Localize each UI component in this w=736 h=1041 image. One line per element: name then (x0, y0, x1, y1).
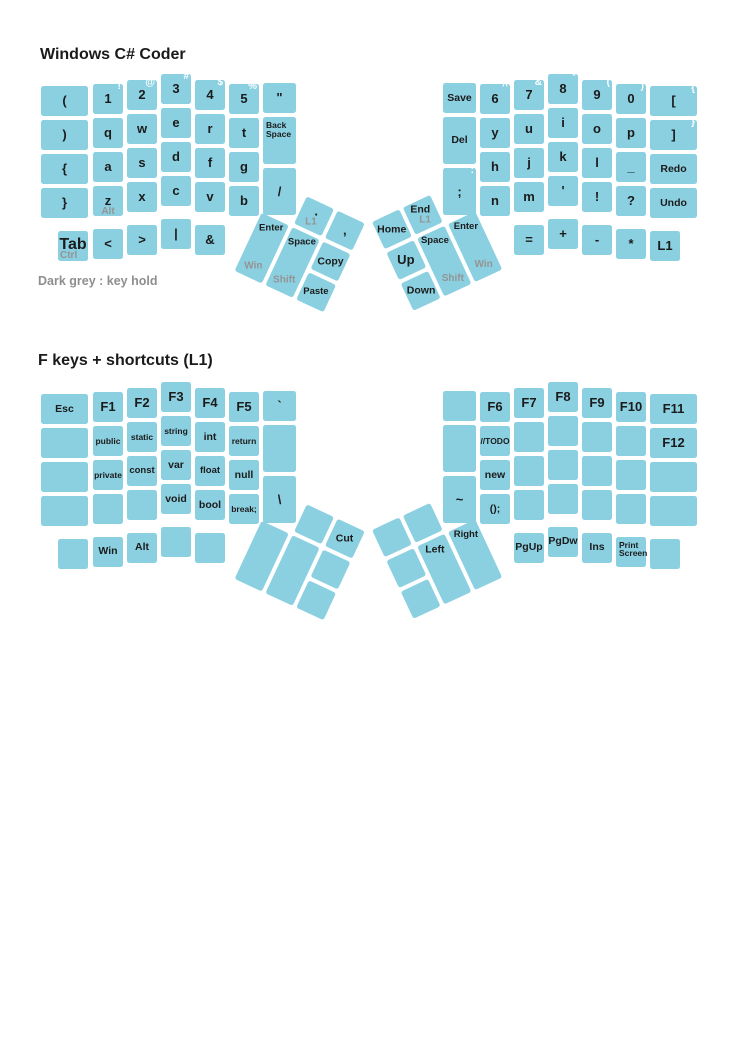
key-label: > (138, 231, 146, 247)
key-l (582, 148, 612, 178)
key-u (514, 114, 544, 144)
key-blank (443, 391, 476, 421)
key-label: Redo (660, 162, 687, 175)
key-b (229, 186, 259, 216)
key-label: Del (451, 134, 468, 147)
hold-label: L1 (305, 216, 317, 228)
key-sym (41, 154, 88, 184)
key-a (93, 152, 123, 182)
key-sym (263, 476, 296, 523)
key-label: F5 (236, 399, 252, 415)
key-sym (41, 86, 88, 116)
key-8 (548, 71, 578, 104)
key-label: o (593, 121, 601, 137)
key-label: Right (453, 528, 478, 540)
key-label: //TODO (480, 435, 510, 446)
key-label: 7 (525, 87, 533, 103)
key-label: _ (627, 159, 635, 175)
key-label: ? (627, 193, 635, 209)
shifted-symbol-label: ^ (502, 81, 508, 92)
key-label: Win (98, 545, 118, 558)
key-s (127, 148, 157, 178)
key-label: F8 (555, 389, 571, 405)
key-bool (195, 490, 225, 520)
key-o (582, 114, 612, 144)
key-static (127, 422, 157, 452)
key-label: l (595, 155, 599, 171)
key-label: e (172, 115, 180, 131)
key-blank (58, 539, 88, 569)
key-private (93, 460, 123, 490)
key-j (514, 148, 544, 178)
key-f6 (480, 392, 510, 422)
key-f12 (650, 428, 697, 458)
key-label: " (276, 90, 283, 106)
key-label: null (234, 468, 254, 481)
key-var (161, 450, 191, 480)
key-del (443, 117, 476, 164)
key-label: Ins (589, 541, 605, 554)
key-blank (41, 462, 88, 492)
thumb-key-paste (296, 272, 336, 312)
key-7 (514, 77, 544, 110)
key-label: void (165, 492, 187, 505)
key-blank (514, 490, 544, 520)
key-string (161, 416, 191, 446)
key-label: F11 (662, 401, 685, 417)
key-null (229, 460, 259, 490)
key-sym (263, 391, 296, 421)
key-back-space (263, 117, 296, 164)
key-i (548, 108, 578, 138)
key-sym (616, 152, 646, 182)
key-label: 2 (138, 87, 146, 103)
key-label: [ (671, 93, 676, 109)
key-label: ~ (455, 491, 464, 507)
shifted-symbol-label: ! (117, 81, 121, 92)
layer-2-title: F keys + shortcuts (L1) (38, 352, 213, 369)
key-k (548, 142, 578, 172)
key-label: . (314, 203, 319, 219)
key-label: int (203, 430, 217, 443)
key-blank (161, 527, 191, 557)
key-label: a (104, 159, 112, 175)
key-save (443, 83, 476, 113)
key-e (161, 108, 191, 138)
hold-label: Win (474, 258, 493, 270)
key-2 (127, 77, 157, 110)
key-label: F4 (202, 395, 218, 411)
key-f5 (229, 392, 259, 422)
key-label: static (130, 431, 154, 442)
key-sym (443, 476, 476, 523)
key-f7 (514, 388, 544, 418)
key-sym (650, 83, 697, 116)
key-sym (127, 225, 157, 255)
key-label: F10 (619, 399, 643, 415)
key-label: , (343, 223, 347, 239)
key-sym (93, 229, 123, 259)
key-blank (514, 456, 544, 486)
key-t (229, 118, 259, 148)
key-label: c (172, 183, 180, 199)
key-label: * (628, 235, 634, 251)
key-blank (41, 496, 88, 526)
key-sym (41, 120, 88, 150)
key-label: u (525, 121, 533, 137)
key-label: v (206, 189, 214, 205)
key-label: L1 (657, 237, 673, 253)
key-label: ' (561, 183, 565, 199)
key-label: ! (594, 189, 600, 205)
key-label: 4 (206, 87, 214, 103)
key-label: w (136, 121, 148, 137)
key-label: float (199, 465, 221, 477)
key-blank (582, 422, 612, 452)
key-f8 (548, 382, 578, 412)
key-label: ( (62, 93, 67, 109)
key-label: \ (277, 491, 282, 507)
key-v (195, 182, 225, 212)
key-label: new (484, 468, 506, 481)
key-label: Left (425, 543, 445, 556)
key-blank (548, 484, 578, 514)
key-label: Print Screen (619, 539, 648, 559)
shifted-symbol-label: { (691, 83, 695, 94)
key-label: Home (377, 222, 407, 235)
key-blank (616, 460, 646, 490)
thumb-key-blank (296, 580, 336, 620)
key-r (195, 114, 225, 144)
key-blank (263, 425, 296, 472)
key-label: - (594, 231, 600, 247)
key-label: F3 (168, 389, 184, 405)
key-public (93, 426, 123, 456)
key-sym (616, 186, 646, 216)
key-label: End (410, 203, 431, 216)
shifted-symbol-label: ( (606, 77, 610, 88)
key-label: 6 (491, 91, 499, 107)
hold-label: Alt (101, 205, 115, 217)
key-sym (41, 188, 88, 218)
key-blank (650, 496, 697, 526)
key-f4 (195, 388, 225, 418)
key-f11 (650, 394, 697, 424)
key-label: PgDw (548, 535, 578, 548)
key-label: g (240, 159, 248, 175)
key-blank (443, 425, 476, 472)
key-sym (582, 225, 612, 255)
key-f1 (93, 392, 123, 422)
key-label: string (164, 425, 188, 436)
key-y (480, 118, 510, 148)
key-label: 5 (240, 91, 248, 107)
key-l1 (650, 231, 680, 261)
key-n (480, 186, 510, 216)
key-sym (548, 219, 578, 249)
key-c (161, 176, 191, 206)
key-label: < (104, 235, 112, 251)
key-label: return (231, 435, 257, 446)
key-3 (161, 71, 191, 104)
key-label: Down (406, 284, 435, 297)
key-blank (548, 450, 578, 480)
key-f3 (161, 382, 191, 412)
key-ins (582, 533, 612, 563)
key-label: F7 (521, 395, 537, 411)
key-label: const (129, 465, 155, 477)
key-label: break; (231, 503, 257, 514)
key-sym (161, 219, 191, 249)
hold-label: Ctrl (60, 250, 78, 262)
shifted-symbol-label: @ (145, 77, 155, 88)
key-label: p (627, 125, 635, 141)
key-label: + (559, 225, 567, 241)
key-label: Enter (453, 220, 478, 232)
key-new (480, 460, 510, 490)
key-blank (41, 428, 88, 458)
hold-label: Shift (441, 273, 464, 285)
key-blank (93, 494, 123, 524)
key-label: f (207, 155, 213, 171)
key-label: Undo (660, 196, 687, 209)
key-undo (650, 188, 697, 218)
key-label: | (174, 225, 178, 241)
key-alt (127, 533, 157, 563)
key-pgdw (548, 527, 578, 557)
key-label: & (205, 231, 215, 247)
key-sym (263, 83, 296, 113)
key-label: h (491, 159, 499, 175)
key-label: Cut (336, 532, 354, 545)
key-blank (582, 490, 612, 520)
key-label: q (104, 125, 112, 141)
key-blank (127, 490, 157, 520)
hold-label: L1 (419, 214, 432, 226)
key-f10 (616, 392, 646, 422)
key-label: n (491, 193, 499, 209)
key-label: 3 (172, 81, 180, 97)
key-const (127, 456, 157, 486)
key-label: F1 (100, 399, 116, 415)
key-label: d (172, 149, 180, 165)
key-label: F6 (487, 399, 503, 415)
key-todo (480, 426, 510, 456)
key-label: public (95, 435, 121, 446)
key-int (195, 422, 225, 452)
layer-1-title: Windows C# Coder (40, 46, 186, 63)
key-label: var (168, 458, 184, 471)
key-label: F9 (589, 395, 605, 411)
shifted-symbol-label: * (572, 71, 576, 82)
key-z (93, 186, 123, 216)
key-w (127, 114, 157, 144)
key-label: PgUp (515, 541, 543, 554)
key-blank (650, 539, 680, 569)
key-label: Alt (135, 541, 149, 554)
key-label: ` (277, 398, 282, 414)
key-blank (514, 422, 544, 452)
key-label: / (277, 183, 282, 199)
key-break (229, 494, 259, 524)
key-tab (58, 231, 88, 261)
key-6 (480, 81, 510, 114)
key-label: j (527, 155, 531, 171)
key-label: ) (62, 127, 67, 143)
key-win (93, 537, 123, 567)
key-sym (443, 165, 476, 215)
key-label: Up (397, 252, 415, 268)
key-esc (41, 394, 88, 424)
key-x (127, 182, 157, 212)
key-label: s (138, 155, 146, 171)
key-sym (548, 176, 578, 206)
key-blank (582, 456, 612, 486)
key-label: { (61, 161, 68, 177)
key-blank (616, 494, 646, 524)
key-label: Esc (55, 402, 74, 415)
key-f2 (127, 388, 157, 418)
key-sym (480, 494, 510, 524)
key-q (93, 118, 123, 148)
key-label: Back Space (266, 120, 292, 139)
key-redo (650, 154, 697, 184)
key-blank (616, 426, 646, 456)
key-label: ; (457, 183, 462, 199)
key-f9 (582, 388, 612, 418)
key-label: F12 (662, 435, 685, 451)
key-label: Enter (258, 222, 284, 234)
key-label: private (94, 469, 122, 480)
key-sym (582, 182, 612, 212)
shifted-symbol-label: ) (640, 81, 644, 92)
key-void (161, 484, 191, 514)
shifted-symbol-label: % (248, 81, 257, 92)
key-label: ] (671, 127, 676, 143)
key-sym (263, 168, 296, 215)
key-float (195, 456, 225, 486)
key-label: i (561, 115, 565, 131)
shifted-symbol-label: # (183, 71, 189, 82)
key-label: Copy (317, 255, 344, 268)
key-label: F2 (134, 395, 150, 411)
key-sym (616, 229, 646, 259)
key-sym (650, 117, 697, 150)
key-label: z (104, 193, 112, 209)
hold-label: Win (244, 260, 263, 272)
key-label: = (525, 231, 533, 247)
key-0 (616, 81, 646, 114)
key-blank (195, 533, 225, 563)
key-blank (548, 416, 578, 446)
key-label: m (523, 189, 535, 205)
key-label: k (559, 149, 567, 165)
key-g (229, 152, 259, 182)
key-m (514, 182, 544, 212)
key-label: 8 (559, 81, 567, 97)
key-label: bool (198, 498, 222, 511)
shifted-symbol-label: : (470, 165, 474, 176)
key-9 (582, 77, 612, 110)
key-5 (229, 81, 259, 114)
key-f (195, 148, 225, 178)
key-label: y (491, 125, 499, 141)
key-label: r (207, 121, 213, 137)
key-label: b (240, 193, 248, 209)
key-label: } (61, 195, 68, 211)
key-1 (93, 81, 123, 114)
key-return (229, 426, 259, 456)
key-label: 9 (593, 87, 601, 103)
shifted-symbol-label: } (691, 117, 695, 128)
key-sym (195, 225, 225, 255)
key-label: t (241, 125, 247, 141)
key-label: Save (447, 91, 472, 104)
key-p (616, 118, 646, 148)
key-label: (); (489, 502, 501, 515)
key-pgup (514, 533, 544, 563)
key-blank (650, 462, 697, 492)
key-label: Space (420, 235, 449, 247)
key-4 (195, 77, 225, 110)
key-label: 0 (627, 91, 635, 107)
hold-label: Shift (272, 274, 296, 286)
shifted-symbol-label: & (534, 77, 542, 88)
key-label: Paste (303, 286, 329, 298)
key-d (161, 142, 191, 172)
key-h (480, 152, 510, 182)
key-label: Space (287, 236, 316, 248)
shifted-symbol-label: $ (217, 77, 223, 88)
key-label: x (138, 189, 146, 205)
key-label: 1 (104, 91, 112, 107)
key-sym (514, 225, 544, 255)
legend-note-key-hold: Dark grey : key hold (38, 274, 158, 288)
key-label: Tab (59, 236, 87, 254)
key-print-screen (616, 537, 646, 567)
